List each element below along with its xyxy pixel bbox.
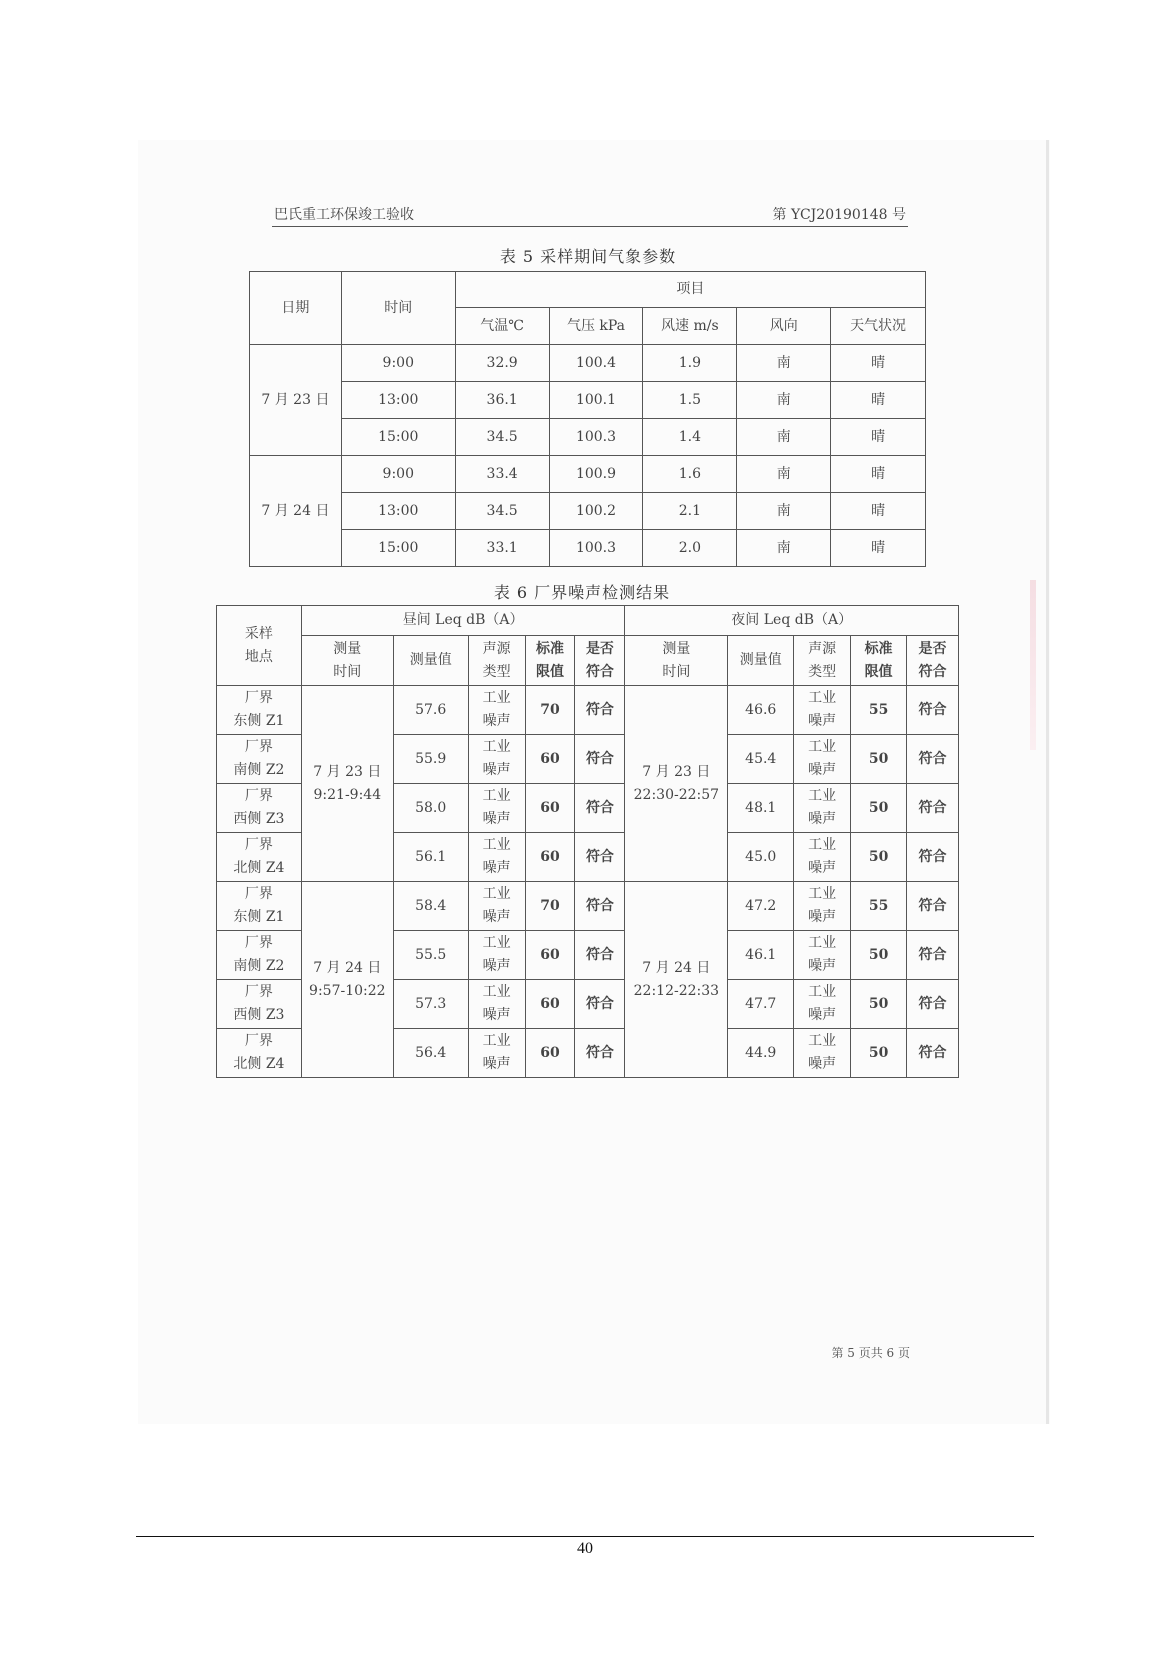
temp-cell: 33.4 — [455, 456, 549, 493]
src-2: 噪声 — [482, 860, 511, 876]
day-source-cell — [468, 686, 525, 735]
src-1: 工业 — [808, 886, 837, 902]
night-value-cell: 45.0 — [728, 833, 794, 882]
src-1: 工业 — [482, 984, 511, 1000]
day-value-cell: 56.1 — [393, 833, 468, 882]
night-limit-cell: 50 — [851, 833, 907, 882]
col-night-time — [625, 636, 728, 686]
h-ok-1: 是否 — [585, 640, 614, 657]
col-temp: 气温℃ — [455, 308, 549, 345]
table-row — [217, 882, 959, 931]
night-range: 22:12-22:33 — [633, 982, 720, 999]
site-cell — [217, 882, 302, 931]
night-ok-cell: 符合 — [907, 686, 959, 735]
night-ok-cell: 符合 — [907, 1029, 959, 1078]
site-line2: 西侧 Z3 — [233, 1007, 285, 1023]
night-limit-cell: 50 — [851, 931, 907, 980]
date-cell: 7 月 23 日 — [250, 345, 342, 456]
speed-cell: 2.0 — [643, 530, 737, 567]
col-wind-speed: 风速 m/s — [643, 308, 737, 345]
dir-cell: 南 — [737, 530, 831, 567]
night-date: 7 月 23 日 — [642, 763, 711, 780]
dir-cell: 南 — [737, 419, 831, 456]
time-cell: 15:00 — [341, 530, 455, 567]
weather-cell: 晴 — [831, 530, 926, 567]
src-2: 噪声 — [482, 1007, 511, 1023]
night-value-cell: 47.7 — [728, 980, 794, 1029]
src-1: 工业 — [808, 935, 837, 951]
src-1: 工业 — [808, 837, 837, 853]
document-header — [272, 200, 908, 227]
temp-cell: 32.9 — [455, 345, 549, 382]
temp-cell: 36.1 — [455, 382, 549, 419]
night-value-cell: 48.1 — [728, 784, 794, 833]
table-row — [250, 530, 926, 567]
pressure-cell: 100.3 — [549, 530, 643, 567]
night-source-cell — [794, 882, 851, 931]
night-time-cell — [625, 686, 728, 882]
src-2: 噪声 — [808, 762, 837, 778]
table-row — [250, 456, 926, 493]
day-ok-cell: 符合 — [575, 686, 625, 735]
src-1: 工业 — [482, 837, 511, 853]
src-2: 噪声 — [482, 958, 511, 974]
night-limit-cell: 50 — [851, 735, 907, 784]
temp-cell: 33.1 — [455, 530, 549, 567]
src-2: 噪声 — [482, 762, 511, 778]
site-line2: 北侧 Z4 — [233, 860, 285, 876]
col-wind-dir: 风向 — [737, 308, 831, 345]
day-source-cell — [468, 980, 525, 1029]
day-value-cell: 56.4 — [393, 1029, 468, 1078]
col-night-ok — [907, 636, 959, 686]
day-range: 9:21-9:44 — [313, 786, 382, 803]
day-range: 9:57-10:22 — [309, 982, 386, 999]
h-lim-1: 标准 — [536, 640, 565, 657]
src-1: 工业 — [482, 739, 511, 755]
src-1: 工业 — [808, 739, 837, 755]
day-limit-cell: 60 — [525, 980, 575, 1029]
day-limit-cell: 60 — [525, 931, 575, 980]
h-lim-2: 限值 — [536, 663, 565, 680]
site-line2: 东侧 Z1 — [233, 909, 285, 925]
col-date: 日期 — [250, 272, 342, 345]
dir-cell: 南 — [737, 345, 831, 382]
src-1: 工业 — [482, 935, 511, 951]
temp-cell: 34.5 — [455, 493, 549, 530]
site-cell — [217, 833, 302, 882]
src-1: 工业 — [482, 690, 511, 706]
weather-cell: 晴 — [831, 456, 926, 493]
noise-table — [216, 605, 959, 1078]
site-line1: 厂界 — [244, 739, 273, 755]
report-number: 第 YCJ20190148 号 — [772, 207, 906, 223]
table-row — [250, 345, 926, 382]
col-day-limit — [525, 636, 575, 686]
site-line2: 北侧 Z4 — [233, 1056, 285, 1072]
site-line2: 东侧 Z1 — [233, 713, 285, 729]
pressure-cell: 100.9 — [549, 456, 643, 493]
site-cell — [217, 784, 302, 833]
day-ok-cell: 符合 — [575, 833, 625, 882]
col-night: 夜间 Leq dB（A） — [625, 606, 959, 636]
day-limit-cell: 70 — [525, 882, 575, 931]
time-cell: 15:00 — [341, 419, 455, 456]
h-ok-1: 是否 — [918, 640, 947, 657]
night-limit-cell: 50 — [851, 784, 907, 833]
site-line1: 厂界 — [244, 788, 273, 804]
night-source-cell — [794, 931, 851, 980]
night-value-cell: 45.4 — [728, 735, 794, 784]
scan-edge — [1046, 140, 1049, 1424]
night-source-cell — [794, 784, 851, 833]
src-2: 噪声 — [482, 811, 511, 827]
h-ok-2: 符合 — [918, 663, 947, 680]
day-source-cell — [468, 735, 525, 784]
h-mtime-2: 时间 — [333, 663, 362, 680]
day-ok-cell: 符合 — [575, 735, 625, 784]
pressure-cell: 100.1 — [549, 382, 643, 419]
night-ok-cell: 符合 — [907, 882, 959, 931]
weather-cell: 晴 — [831, 345, 926, 382]
site-line1: 厂界 — [244, 1033, 273, 1049]
day-ok-cell: 符合 — [575, 784, 625, 833]
src-2: 噪声 — [808, 811, 837, 827]
col-day-ok — [575, 636, 625, 686]
site-line2: 南侧 Z2 — [233, 958, 285, 974]
speed-cell: 1.9 — [643, 345, 737, 382]
site-cell — [217, 1029, 302, 1078]
site-cell — [217, 980, 302, 1029]
col-day-source — [468, 636, 525, 686]
col-day-value: 测量值 — [393, 636, 468, 686]
day-limit-cell: 60 — [525, 784, 575, 833]
col-items: 项目 — [455, 272, 925, 308]
day-ok-cell: 符合 — [575, 1029, 625, 1078]
src-2: 噪声 — [808, 713, 837, 729]
night-source-cell — [794, 1029, 851, 1078]
src-1: 工业 — [482, 1033, 511, 1049]
speed-cell: 1.6 — [643, 456, 737, 493]
h-ok-2: 符合 — [585, 663, 614, 680]
src-2: 噪声 — [808, 1007, 837, 1023]
h-mtime-1: 测量 — [333, 640, 362, 657]
col-weather: 天气状况 — [831, 308, 926, 345]
weather-cell: 晴 — [831, 382, 926, 419]
speed-cell: 2.1 — [643, 493, 737, 530]
day-source-cell — [468, 931, 525, 980]
weather-cell: 晴 — [831, 493, 926, 530]
dir-cell: 南 — [737, 456, 831, 493]
col-night-limit — [851, 636, 907, 686]
h-src-2: 类型 — [808, 663, 837, 680]
night-ok-cell: 符合 — [907, 784, 959, 833]
src-2: 噪声 — [808, 1056, 837, 1072]
night-ok-cell: 符合 — [907, 931, 959, 980]
night-limit-cell: 55 — [851, 686, 907, 735]
day-value-cell: 57.3 — [393, 980, 468, 1029]
src-2: 噪声 — [808, 860, 837, 876]
header-title: 巴氏重工环保竣工验收 — [274, 207, 414, 223]
table-row — [217, 686, 959, 735]
time-cell: 13:00 — [341, 493, 455, 530]
day-limit-cell: 70 — [525, 686, 575, 735]
night-time-cell — [625, 882, 728, 1078]
col-night-source — [794, 636, 851, 686]
src-1: 工业 — [482, 886, 511, 902]
night-source-cell — [794, 686, 851, 735]
site-line1: 厂界 — [244, 837, 273, 853]
pressure-cell: 100.3 — [549, 419, 643, 456]
day-ok-cell: 符合 — [575, 931, 625, 980]
site-line1: 厂界 — [244, 886, 273, 902]
night-ok-cell: 符合 — [907, 833, 959, 882]
col-day: 昼间 Leq dB（A） — [301, 606, 625, 636]
weather-table — [249, 271, 926, 567]
col-night-value: 测量值 — [728, 636, 794, 686]
day-limit-cell: 60 — [525, 1029, 575, 1078]
time-cell: 9:00 — [341, 456, 455, 493]
night-limit-cell: 55 — [851, 882, 907, 931]
day-limit-cell: 60 — [525, 735, 575, 784]
table-row — [250, 493, 926, 530]
h-mtime-2: 时间 — [662, 663, 691, 680]
page-of-total: 第 5 页共 6 页 — [831, 1346, 910, 1360]
col-day-time — [301, 636, 393, 686]
site-cell — [217, 931, 302, 980]
day-date: 7 月 23 日 — [313, 763, 382, 780]
night-source-cell — [794, 980, 851, 1029]
day-ok-cell: 符合 — [575, 882, 625, 931]
site-cell — [217, 735, 302, 784]
time-cell: 13:00 — [341, 382, 455, 419]
site-line2: 西侧 Z3 — [233, 811, 285, 827]
dir-cell: 南 — [737, 493, 831, 530]
speed-cell: 1.5 — [643, 382, 737, 419]
night-source-cell — [794, 833, 851, 882]
site-line1: 厂界 — [244, 690, 273, 706]
src-1: 工业 — [808, 788, 837, 804]
h-mtime-1: 测量 — [662, 640, 691, 657]
day-value-cell: 58.4 — [393, 882, 468, 931]
pressure-cell: 100.4 — [549, 345, 643, 382]
table-row — [250, 382, 926, 419]
day-value-cell: 58.0 — [393, 784, 468, 833]
table5-caption: 表 5 采样期间气象参数 — [499, 247, 677, 266]
night-source-cell — [794, 735, 851, 784]
page-number: 40 — [577, 1540, 593, 1557]
col-site — [217, 606, 302, 686]
col-site-line2: 地点 — [244, 648, 273, 665]
time-cell: 9:00 — [341, 345, 455, 382]
day-limit-cell: 60 — [525, 833, 575, 882]
src-1: 工业 — [808, 1033, 837, 1049]
day-date: 7 月 24 日 — [313, 959, 382, 976]
night-range: 22:30-22:57 — [633, 786, 720, 803]
src-2: 噪声 — [808, 958, 837, 974]
night-ok-cell: 符合 — [907, 980, 959, 1029]
h-src-1: 声源 — [482, 640, 511, 657]
night-limit-cell: 50 — [851, 980, 907, 1029]
speed-cell: 1.4 — [643, 419, 737, 456]
table6-caption: 表 6 厂界噪声检测结果 — [493, 583, 671, 602]
site-line1: 厂界 — [244, 984, 273, 1000]
weather-cell: 晴 — [831, 419, 926, 456]
night-value-cell: 46.6 — [728, 686, 794, 735]
day-source-cell — [468, 882, 525, 931]
src-2: 噪声 — [482, 713, 511, 729]
night-limit-cell: 50 — [851, 1029, 907, 1078]
src-2: 噪声 — [808, 909, 837, 925]
date-cell: 7 月 24 日 — [250, 456, 342, 567]
night-value-cell: 46.1 — [728, 931, 794, 980]
day-source-cell — [468, 1029, 525, 1078]
h-src-2: 类型 — [482, 663, 511, 680]
src-1: 工业 — [808, 984, 837, 1000]
day-value-cell: 55.9 — [393, 735, 468, 784]
day-source-cell — [468, 784, 525, 833]
day-time-cell — [301, 686, 393, 882]
col-pressure: 气压 kPa — [549, 308, 643, 345]
src-1: 工业 — [482, 788, 511, 804]
src-1: 工业 — [808, 690, 837, 706]
pressure-cell: 100.2 — [549, 493, 643, 530]
src-2: 噪声 — [482, 1056, 511, 1072]
h-lim-2: 限值 — [864, 663, 893, 680]
night-ok-cell: 符合 — [907, 735, 959, 784]
night-date: 7 月 24 日 — [642, 959, 711, 976]
site-line2: 南侧 Z2 — [233, 762, 285, 778]
h-lim-1: 标准 — [864, 640, 893, 657]
day-time-cell — [301, 882, 393, 1078]
site-cell — [217, 686, 302, 735]
h-src-1: 声源 — [808, 640, 837, 657]
night-value-cell: 44.9 — [728, 1029, 794, 1078]
dir-cell: 南 — [737, 382, 831, 419]
site-line1: 厂界 — [244, 935, 273, 951]
table-row — [250, 419, 926, 456]
day-value-cell: 55.5 — [393, 931, 468, 980]
col-site-line1: 采样 — [244, 625, 273, 642]
day-source-cell — [468, 833, 525, 882]
temp-cell: 34.5 — [455, 419, 549, 456]
seal-fragment — [1030, 580, 1036, 750]
src-2: 噪声 — [482, 909, 511, 925]
bottom-rule — [136, 1536, 1034, 1537]
day-value-cell: 57.6 — [393, 686, 468, 735]
col-time: 时间 — [341, 272, 455, 345]
day-ok-cell: 符合 — [575, 980, 625, 1029]
night-value-cell: 47.2 — [728, 882, 794, 931]
